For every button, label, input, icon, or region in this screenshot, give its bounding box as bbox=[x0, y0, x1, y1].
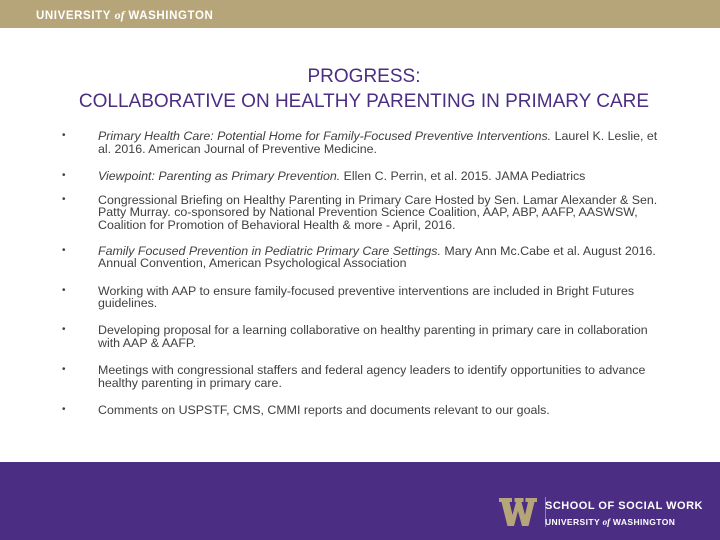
uw-w-logo-icon bbox=[499, 498, 537, 526]
bullet-text: Meetings with congressional staffers and federal agency leaders to identify opportunities to advance healthy parenting in primary care. bbox=[98, 363, 646, 390]
bullet-list bbox=[62, 130, 667, 417]
slide-title-line-2: COLLABORATIVE ON HEALTHY PARENTING IN PRIMARY CARE bbox=[78, 91, 650, 112]
bullet-item bbox=[62, 404, 667, 417]
bullet-text: Developing proposal for a learning collaborative on healthy parenting in primary care in collaboration with AAP & AAFP. bbox=[98, 322, 648, 350]
wordmark-of: of bbox=[114, 8, 125, 22]
bullet-marker: • bbox=[62, 284, 66, 296]
bullet-marker: • bbox=[62, 364, 66, 376]
bullet-item bbox=[62, 285, 667, 310]
slide-title-line-1: PROGRESS: bbox=[307, 66, 421, 87]
bullet-item bbox=[62, 324, 667, 349]
bullet-marker: • bbox=[62, 244, 66, 256]
bullet-citation-title: Viewpoint: Parenting as Primary Prevention. bbox=[98, 169, 341, 184]
header-bar bbox=[0, 0, 720, 28]
bullet-marker: • bbox=[62, 170, 66, 182]
bullet-citation-title: Primary Health Care: Potential Home for Family-Focused Preventive Interventions. bbox=[98, 129, 552, 143]
bullet-item bbox=[62, 245, 667, 270]
bullet-item bbox=[62, 194, 667, 232]
school-name: SCHOOL OF SOCIAL WORK bbox=[545, 500, 703, 512]
bullet-text: Congressional Briefing on Healthy Parenting in Primary Care Hosted by Sen. Lamar Alexander & Sen. Patty Murray. co-sponsored by National Prevention Science Coalition, AAP, ABP, AAFP, AASWSW, Coalition for Promotion of Behavioral Health & more - April, 2016. bbox=[98, 192, 658, 232]
bullet-text: Laurel K. Leslie, et al. 2016. American Journal of Preventive Medicine. bbox=[98, 129, 658, 156]
bullet-marker: • bbox=[62, 130, 66, 141]
bullet-text: Mary Ann Mc.Cabe et al. August 2016. Annual Convention, American Psychological Association bbox=[98, 243, 656, 271]
slide-title bbox=[0, 64, 720, 114]
bullet-citation-title: Family Focused Prevention in Pediatric Primary Care Settings. bbox=[98, 243, 441, 258]
w-logo-shape bbox=[499, 498, 537, 526]
footer-university-wordmark bbox=[545, 517, 675, 527]
bullet-text: Ellen C. Perrin, et al. 2015. JAMA Pediatrics bbox=[340, 169, 586, 184]
university-wordmark bbox=[36, 8, 213, 23]
wordmark-university: UNIVERSITY bbox=[36, 10, 111, 22]
bullet-marker: • bbox=[62, 193, 66, 205]
footer-wordmark-of: of bbox=[602, 517, 611, 527]
bullet-marker: • bbox=[62, 323, 66, 335]
bullet-text: Comments on USPSTF, CMS, CMMI reports and documents relevant to our goals. bbox=[98, 403, 550, 418]
bullet-marker: • bbox=[62, 404, 66, 416]
bullet-item bbox=[62, 130, 667, 155]
bullet-text: Working with AAP to ensure family-focused preventive interventions are included in Bright Futures guidelines. bbox=[98, 283, 635, 311]
bullet-item bbox=[62, 170, 667, 183]
footer-wordmark-university: UNIVERSITY bbox=[545, 517, 600, 527]
footer-wordmark-washington: WASHINGTON bbox=[612, 517, 676, 527]
bullet-item bbox=[62, 364, 667, 389]
wordmark-washington: WASHINGTON bbox=[128, 10, 214, 22]
